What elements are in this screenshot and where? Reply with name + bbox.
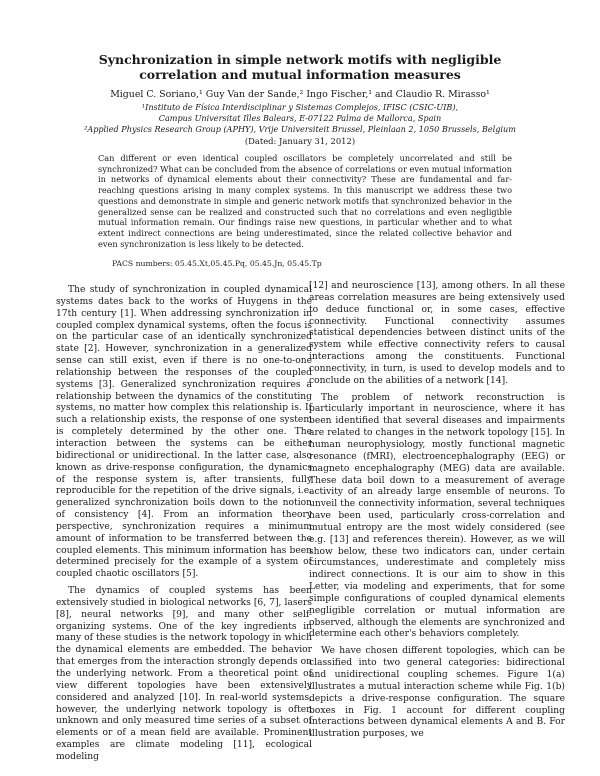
affiliation-2: ²Applied Physics Research Group (APHY), Vrije Universiteit Brussel, Pleinlaan 2, 1050 Brussels, Belgium [84, 124, 516, 134]
abstract: Can different or even identical coupled oscillators be completely uncorrelated and still be synchronized? What can be concluded from the absence of correlations or even mutual information in networks of dynamical elements about their connectivity? These are fundamental and far-reaching questions arising in many complex systems. In this manuscript we address these two questions and demonstrate in simple and generic network motifs that synchronized behavior in the generalized sense can be realized and constructed such that no correlations and even negligible mutual information remain. Our findings raise new questions, in particular whether and to what extent indirect connections are being underestimated, since the related collective behavior and even synchronization is less likely to be detected. [98, 153, 512, 249]
body-paragraph: The study of synchronization in coupled dynamical systems dates back to the works of Huygens in the 17th century [1]. When addressing synchronization in coupled complex dynamical systems, often the focus is on the particular case of an identically synchronized state [2]. However, synchronization in a generalized sense can still exist, even if there is no one-to-one relationship between the responses of the coupled systems [3]. Generalized synchronization requires a relationship between the dynamics of the constituting systems, no matter how complex this relationship is. If such a relationship exists, the response of one system is completely determined by the other one. The interaction between the systems can be either bidirectional or unidirectional. In the latter case, also known as drive-response configuration, the dynamics of the response system is, after transients, fully reproducible for the repetition of the drive signals, i.e. generalized synchronization boils down to the notion of consistency [4]. From an information theory perspective, synchronization requires a minimum amount of information to be transferred between the coupled elements. This minimum information has been determined precisely for the example of a system of coupled chaotic oscillators [5]. [56, 285, 312, 580]
affiliation-1: ¹Instituto de Física Interdisciplinar y Sistemas Complejos, IFISC (CSIC-UIB), [141, 102, 459, 112]
left-column [56, 285, 312, 769]
pacs-numbers: PACS numbers: 05.45.Xt,05.45.Pq, 05.45.Jn, 05.45.Tp [112, 259, 322, 268]
author-list: Miguel C. Soriano,¹ Guy Van der Sande,² Ingo Fischer,¹ and Claudio R. Mirasso¹ [110, 89, 490, 100]
body-paragraph: [12] and neuroscience [13], among others. In all these areas correlation measures are being extensively used to deduce functional or, in some cases, effective connectivity. Functional connectivity assumes statistical dependencies between distinct units of the system while effective connectivity refers to causal interactions among the constituents. Functional connectivity, in turn, is used to develop models and to conclude on the abilities of a network [14]. [309, 281, 565, 386]
body-paragraph: We have chosen different topologies, which can be classified into two general categories: bidirectional and unidirectional coupling schemes. Figure 1(a) illustrates a mutual interaction scheme while Fig. 1(b) depicts a drive-response configuration. The square boxes in Fig. 1 account for different coupling interactions between dynamical elements A and B. For illustration purposes, we [309, 646, 565, 740]
body-paragraph: The dynamics of coupled systems has been extensively studied in biological networks [6, 7], lasers [8], neural networks [9], and many other self-organizing systems. One of the key ingredients in many of these studies is the network topology in which the dynamical elements are embedded. The behavior that emerges from the interaction strongly depends on the underlying network. From a theoretical point of view different topologies have been extensively considered and analyzed [10]. In real-world systems, however, the underlying network topology is often unknown and only measured time series of a subset of elements or of a mean field are available. Prominent examples are climate modeling [11], ecological modeling [56, 586, 312, 762]
body-paragraph: The problem of network reconstruction is particularly important in neuroscience, where it has been identified that several diseases and impairments are related to changes in the network topology [15]. In human neurophysiology, mostly functional magnetic resonance (fMRI), electroencephalography (EEG) or magneto encephalography (MEG) data are available. These data boil down to a measurement of average activity of an already large ensemble of neurons. To unveil the connectivity information, several techniques have been used, particularly cross-correlation and mutual entropy are the most widely considered (see e.g. [13] and references therein). However, as we will show below, these two indicators can, under certain circumstances, underestimate and completely miss indirect connections. It is our aim to show in this Letter, via modeling and experiments, that for some simple configurations of coupled dynamical elements negligible correlation or mutual information are observed, although the elements are synchronized and determine each other's behaviors completely. [309, 392, 565, 640]
date-line: (Dated: January 31, 2012) [244, 136, 356, 146]
paper-title: Synchronization in simple network motifs with negligible correlation and mutual information measures [98, 52, 502, 82]
affiliation-1-address: Campus Universitat Illes Balears, E-07122 Palma de Mallorca, Spain [158, 113, 442, 123]
right-column [309, 281, 565, 746]
